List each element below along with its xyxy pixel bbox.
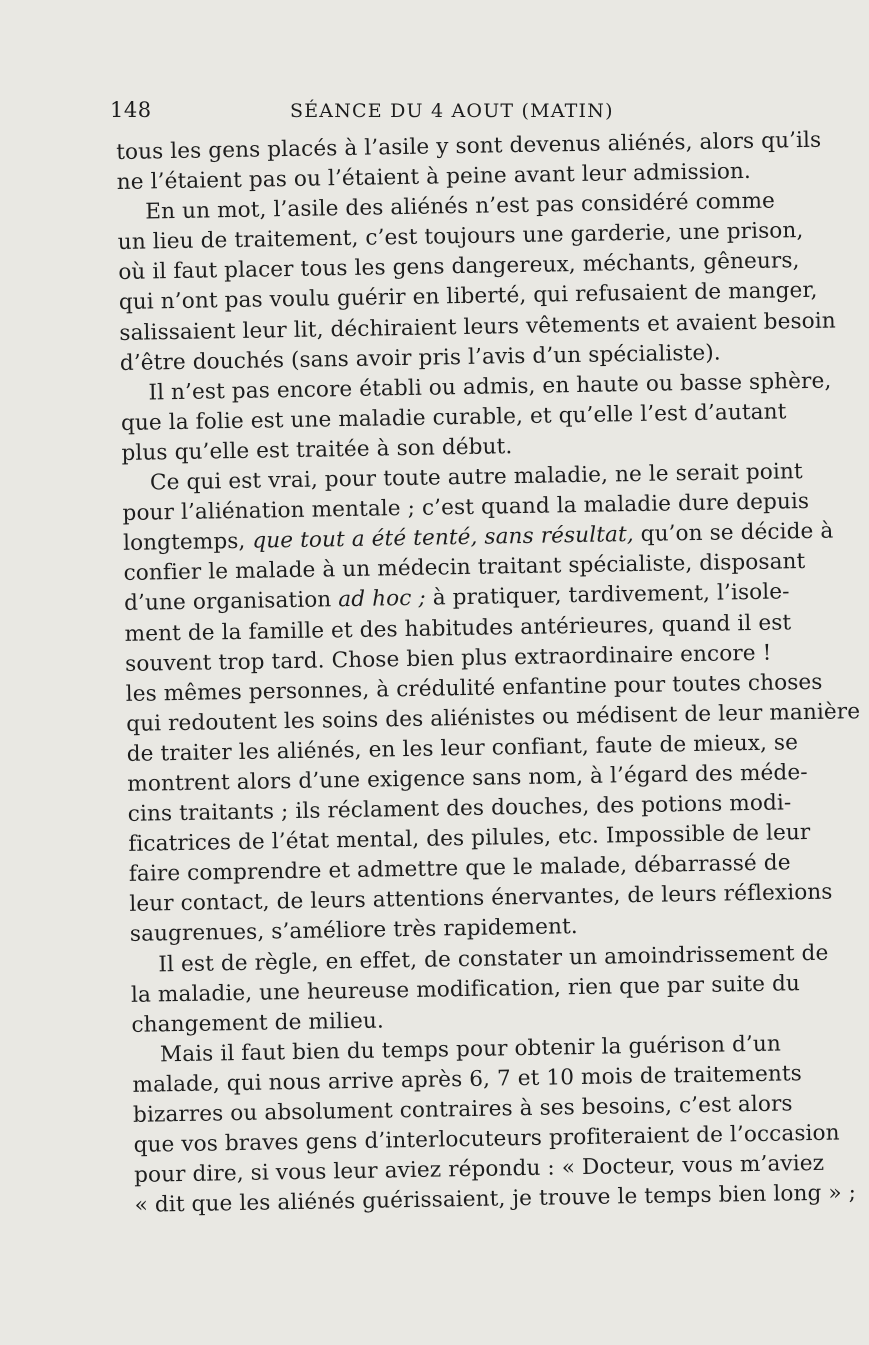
text-line: que la folie est une maladie curable, et qu’elle l’est d’autant	[120, 399, 787, 436]
text-line: « dit que les aliénés guérissaient, je trouve le temps bien long » ;	[134, 1180, 857, 1219]
text-line: Mais il faut bien du temps pour obtenir la guérison d’un	[159, 1031, 782, 1068]
text-line: Il n’est pas encore établi ou admis, en haute ou basse sphère,	[148, 368, 832, 406]
text-line: tous les gens placés à l’asile y sont devenus aliénés, alors qu’ils	[116, 127, 822, 165]
text-line: ficatrices de l’état mental, des pilules, etc. Impossible de leur	[128, 820, 811, 858]
running-head: SÉANCE DU 4 AOUT (MATIN)	[290, 100, 614, 122]
text-line: confier le malade à un médecin traitant spécialiste, disposant	[123, 549, 806, 587]
text-line: montrent alors d’une exigence sans nom, à l’égard des méde-	[127, 759, 808, 797]
text-line: pour l’aliénation mentale ; c’est quand la maladie dure depuis	[122, 489, 810, 527]
text-line: pour dire, si vous leur aviez répondu : « Docteur, vous m’aviez	[133, 1150, 825, 1189]
text-line: salissaient leur lit, déchiraient leurs vêtements et avaient besoin	[119, 308, 836, 346]
text-line: malade, qui nous arrive après 6, 7 et 10 mois de traitements	[132, 1061, 803, 1098]
text-segment: qu’on se décide à	[633, 518, 834, 548]
text-line: les mêmes personnes, à crédulité enfantine pour toutes choses	[125, 669, 823, 707]
text-line: où il faut placer tous les gens dangereux, méchants, gêneurs,	[118, 248, 800, 286]
text-line: de traiter les aliénés, en les leur confiant, faute de mieux, se	[126, 730, 799, 767]
text-line: faire comprendre et admettre que le malade, débarrassé de	[128, 850, 791, 888]
page-number: 148	[110, 98, 152, 122]
text-line: changement de milieu.	[131, 1008, 385, 1038]
text-segment: longtemps,	[122, 528, 253, 557]
text-line: saugrenues, s’améliore très rapidement.	[129, 914, 578, 948]
text-line: que vos braves gens d’interlocuteurs profiteraient de l’occasion	[133, 1120, 840, 1158]
text-line: ment de la famille et des habitudes antérieures, quand il est	[124, 609, 792, 647]
text-line: leur contact, de leurs attentions énervantes, de leurs réflexions	[129, 879, 833, 918]
italic-phrase: ad hoc ;	[338, 586, 427, 613]
text-line: qui redoutent les soins des aliénistes ou médisent de leur manière	[126, 698, 861, 737]
text-line: qui n’ont pas voulu guérir en liberté, qui refusaient de manger,	[118, 278, 818, 316]
text-line: En un mot, l’asile des aliénés n’est pas considéré comme	[145, 188, 776, 225]
body-text	[116, 127, 861, 1221]
text-line: ne l’étaient pas ou l’étaient à peine avant leur admission.	[116, 159, 752, 196]
text-line: Ce qui est vrai, pour toute autre maladie, ne le serait point	[149, 459, 803, 496]
text-line: bizarres ou absolument contraires à ses besoins, c’est alors	[132, 1091, 793, 1128]
text-line: d’être douchés (sans avoir pris l’avis d’un spécialiste).	[119, 340, 721, 376]
text-segment: à pratiquer, tardivement, l’isole-	[425, 579, 790, 612]
text-line: la maladie, une heureuse modification, rien que par suite du	[130, 970, 801, 1008]
text-line: Il est de règle, en effet, de constater un amoindrissement de	[158, 940, 829, 977]
text-line: souvent trop tard. Chose bien plus extraordinaire encore !	[124, 640, 772, 677]
text-line: plus qu’elle est traitée à son début.	[121, 434, 513, 466]
text-line: un lieu de traitement, c’est toujours une garderie, une prison,	[117, 218, 804, 256]
italic-phrase: que tout a été tenté, sans résultat,	[252, 522, 634, 554]
text-segment: d’une organisation	[123, 587, 339, 617]
text-line: cins traitants ; ils réclament des douches, des potions modi-	[127, 790, 792, 827]
